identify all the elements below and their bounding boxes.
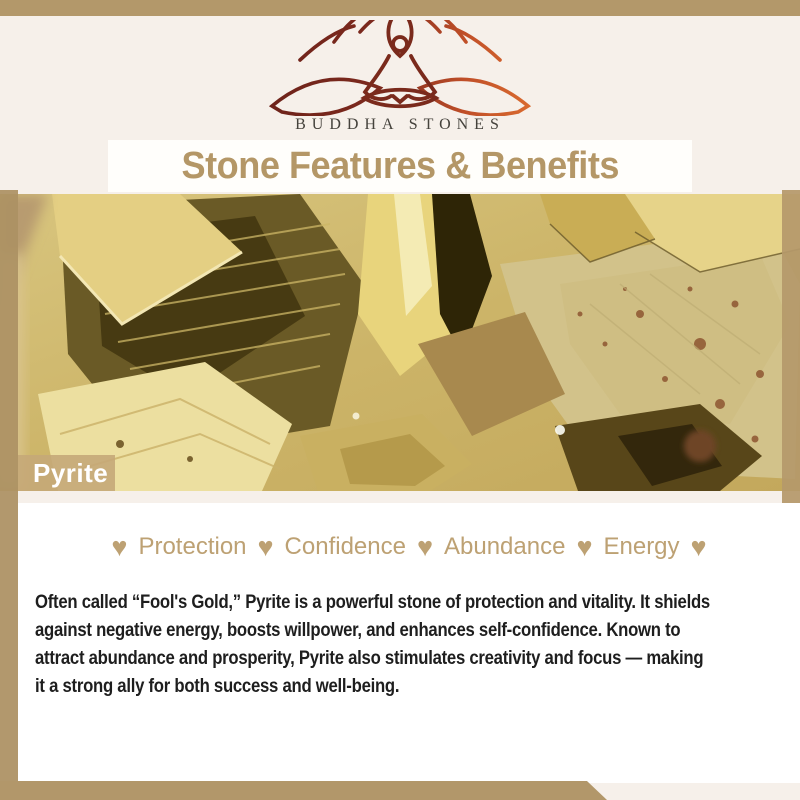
benefits-row [18,533,800,561]
benefit-protection: Protection [138,533,247,560]
benefit-energy: Energy [603,533,680,560]
lotus-meditation-icon [265,20,535,116]
description-line: attract abundance and prosperity, Pyrite also stimulates creativity and focus — making [35,648,704,669]
stone-name-label: Pyrite [18,455,115,491]
stone-description [35,589,785,701]
top-accent-bar [0,0,800,16]
brand-logo [0,20,800,116]
heart-icon: ♥ [257,532,274,562]
benefit-abundance: Abundance [444,533,566,560]
heart-icon: ♥ [690,532,707,562]
info-card [18,503,800,783]
description-line: against negative energy, boosts willpower, and enhances self-confidence. Known to [35,620,681,641]
bottom-accent-bar [0,781,607,800]
heart-icon: ♥ [576,532,593,562]
heart-icon: ♥ [416,532,433,562]
title-band [108,140,692,192]
description-line: it a strong ally for both success and well-being. [35,676,400,697]
left-ribbon [0,190,18,800]
description-line: Often called “Fool's Gold,” Pyrite is a powerful stone of protection and vitality. It shields [35,592,710,613]
brand-name: BUDDHA STONES [295,116,505,133]
page-title: Stone Features & Benefits [181,144,619,187]
pyrite-photo [0,194,800,491]
benefit-confidence: Confidence [284,533,406,560]
heart-icon: ♥ [111,532,128,562]
